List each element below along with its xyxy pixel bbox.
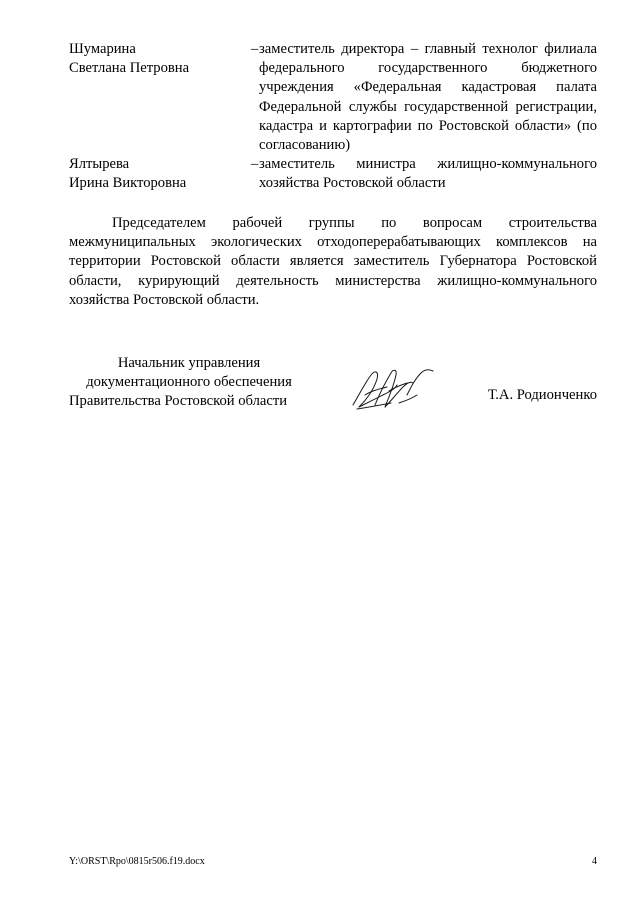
member-dash: – [251, 156, 259, 172]
chair-paragraph: Председателем рабочей группы по вопросам строительства межмуниципальных экологических отходоперерабатывающих комплексов на территории Ростовской области является заместитель Губернатора Ростовской области, курирующий деятельность министерства жилищно-коммунального хозяйства Ростовской области. [69, 215, 597, 308]
member-name [69, 155, 249, 193]
page-number: 4 [592, 856, 597, 867]
member-surname: Шумарина [69, 41, 136, 57]
member-given-names: Светлана Петровна [69, 60, 190, 77]
member-dash: – [251, 41, 259, 57]
member-surname: Ялтырева [69, 156, 130, 172]
member-given-names: Ирина Викторовна [69, 175, 187, 192]
member-role: заместитель министра жилищно-коммунального хозяйства Ростовской области [259, 156, 597, 192]
signature-title-line: Правительства Ростовской области [69, 393, 288, 410]
footer-file-path: Y:\ORST\Rpo\0815r506.f19.docx [69, 856, 205, 867]
signature-title-line: Начальник управления [117, 355, 261, 371]
signature-title-line: документационного обеспечения [86, 374, 292, 391]
handwritten-signature-icon [345, 365, 445, 413]
member-role: заместитель директора – главный технолог филиала федерального государственного бюджетного учреждения «Федеральная кадастровая палата Федеральной службы государственной регистрации, кадастра и картографии по Ростовской области» (по согласованию) [259, 41, 597, 154]
signature-block [69, 354, 309, 412]
signer-name: Т.А. Родионченко [487, 387, 597, 403]
member-name [69, 40, 249, 78]
